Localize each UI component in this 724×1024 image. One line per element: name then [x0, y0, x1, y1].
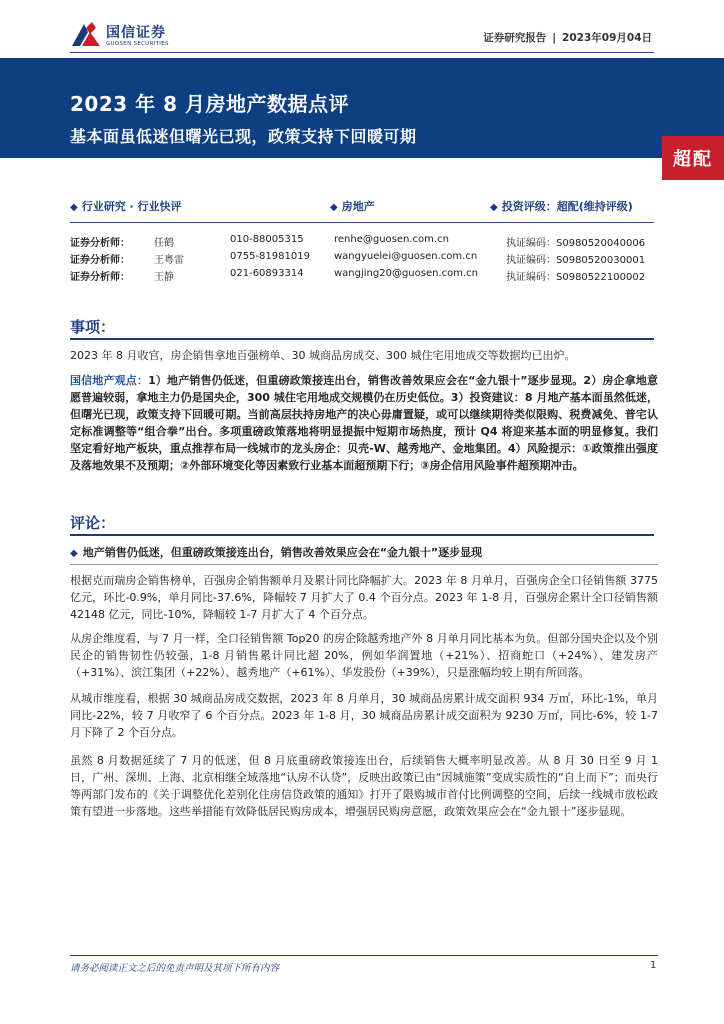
comment-paragraph: 从房企维度看，与 7 月一样，全口径销售额 Top20 的房企除越秀地产外 8 月单月同比基本为负。但部分国央企以及个别民企的销售韧性仍较强，1-8 月销售累计同比超 20%，例如华润置地（+21%）、招商蛇口（+24%）、建发房产（+31%）、滨江集团（+22%）、越秀地产（+61%）、华发股份（+39%），只是涨幅均较上期有所回落。 — [70, 632, 658, 679]
events-text: 2023 年 8 月收官，房企销售拿地百强榜单、30 城商品房成交、300 城住宅用地成交等数据均已出炉。 — [70, 349, 576, 362]
disclaimer-note[interactable]: 请务必阅读正文之后的免责声明及其项下所有内容 — [70, 963, 280, 974]
page-header — [0, 0, 724, 58]
analyst-role: 证券分析师： — [70, 255, 130, 266]
page-number: 1 — [650, 960, 657, 971]
analyst-email[interactable]: wangyuelei@guosen.com.cn — [334, 251, 478, 262]
events-divider — [70, 338, 654, 340]
analyst-row — [70, 234, 654, 251]
viewpoint-text: 1）地产销售仍低迷，但重磅政策接连出台，销售改善效果应会在“金九银十”逐步显现。2）房企拿地意愿普遍较弱，拿地主力仍是国央企，300 城住宅用地成交规模仍在历史低位。3）投资建议：8 月地产基本面虽然低迷，但曙光已现，政策支持下回暖可期。当前高层扶持房地产的决心毋庸置疑，或可以继续期待类似限购、税费减免、普宅认定标准调整等“组合拳”出台。多项重磅政策落地将明显提振中短期市场热度，预计 Q4 将迎来基本面的明显修复。我们坚定看好地产板块，重点推荐布局一线城市的龙头房企：贝壳-W、越秀地产、金地集团。4）风险提示：①政策推出强度及落地效果不及预期；②外部环境变化等因素致行业基本面超预期下行；③房企信用风险事件超预期冲击。 — [70, 374, 659, 472]
footer-divider — [70, 955, 658, 956]
analyst-cert: 执证编码：S0980520030001 — [506, 255, 646, 266]
analyst-cert: 执证编码：S0980520040006 — [506, 238, 646, 249]
diamond-icon: ◆ — [70, 548, 78, 559]
category-divider — [70, 222, 654, 223]
analyst-cert: 执证编码：S0980522100002 — [506, 272, 646, 283]
diamond-icon: ◆ — [490, 202, 498, 213]
analyst-phone: 021-60893314 — [230, 268, 304, 279]
category-sector: ◆ 房地产 — [330, 200, 375, 213]
report-type: 证券研究报告 — [483, 32, 547, 44]
analyst-name: 王静 — [154, 272, 174, 283]
company-logo — [70, 20, 200, 50]
comment-paragraph: 虽然 8 月数据延续了 7 月的低迷，但 8 月底重磅政策接连出台，后续销售大概率明显改善。从 8 月 30 日至 9 月 1 日，广州、深圳、上海、北京相继全域落地“认房不认贷”，反映出政策已由“因城施策”变成实质性的“自上而下”；而央行等两部门发布的《关于调整优化差别化住房信贷政策的通知》打开了限购城市首付比例调整的空间，后续一线城市放松政策有望进一步落地。这些举措能有效降低居民购房成本，增强居民购房意愿，政策效果应会在“金九银十”逐步显现。 — [70, 754, 658, 818]
diamond-icon: ◆ — [70, 202, 78, 213]
category-research: ◆ 行业研究 · 行业快评 — [70, 200, 182, 213]
logo-text-en: GUOSEN SECURITIES — [106, 41, 169, 47]
analyst-table — [70, 234, 654, 285]
analyst-email[interactable]: wangjing20@guosen.com.cn — [334, 268, 479, 279]
analyst-phone: 0755-81981019 — [230, 251, 310, 262]
header-divider — [70, 52, 654, 53]
comment-bullet — [70, 544, 658, 560]
diamond-icon: ◆ — [330, 202, 338, 213]
analyst-role: 证券分析师： — [70, 238, 130, 249]
events-heading: 事项： — [70, 318, 116, 336]
analyst-email[interactable]: renhe@guosen.com.cn — [334, 234, 449, 245]
bullet-divider — [70, 564, 658, 565]
analyst-row — [70, 251, 654, 268]
comments-divider — [70, 534, 654, 536]
comment-bullet-text: 地产销售仍低迷，但重磅政策接连出台，销售改善效果应会在“金九银十”逐步显现 — [82, 546, 483, 559]
comment-paragraph: 从城市维度看，根据 30 城商品房成交数据，2023 年 8 月单月，30 城商品房累计成交面积 934 万㎡，环比-1%，单月同比-22%，较 7 月收窄了 6 个百分点。2023 年 1-8 月，30 城商品房累计成交面积为 9230 万㎡，同比-6%，较 1-7 月下降了 2 个百分点。 — [70, 692, 658, 739]
analyst-phone: 010-88005315 — [230, 234, 304, 245]
category-rating: ◆ 投资评级：超配(维持评级) — [490, 200, 633, 213]
viewpoint-paragraph — [70, 372, 658, 474]
guosen-logo-icon — [70, 20, 102, 50]
analyst-name: 任鹤 — [154, 238, 174, 249]
report-date: 2023年09月04日 — [562, 32, 652, 44]
report-meta — [483, 30, 652, 45]
report-title: 2023 年 8 月房地产数据点评 — [70, 92, 349, 116]
analyst-row — [70, 268, 654, 285]
title-banner — [0, 58, 724, 170]
comment-paragraph: 根据克而瑞房企销售榜单，百强房企销售额单月及累计同比降幅扩大。2023 年 8 月单月，百强房企全口径销售额 3775 亿元，环比-0.9%，单月同比-37.6%，降幅较 7 月扩大了 0.4 个百分点。2023 年 1-8 月，百强房企累计全口径销售额 42148 亿元，同比-10%，降幅较 1-7 月扩大了 4 个百分点。 — [70, 574, 658, 621]
analyst-name: 王粤雷 — [154, 255, 184, 266]
logo-text-cn: 国信证券 — [106, 25, 166, 41]
analyst-role: 证券分析师： — [70, 272, 130, 283]
comments-heading: 评论： — [70, 514, 116, 532]
meta-separator: | — [552, 32, 557, 44]
report-subtitle: 基本面虽低迷但曙光已现，政策支持下回暖可期 — [70, 127, 417, 146]
rating-badge: 超配 — [662, 136, 724, 180]
viewpoint-lead: 国信地产观点： — [70, 374, 149, 387]
